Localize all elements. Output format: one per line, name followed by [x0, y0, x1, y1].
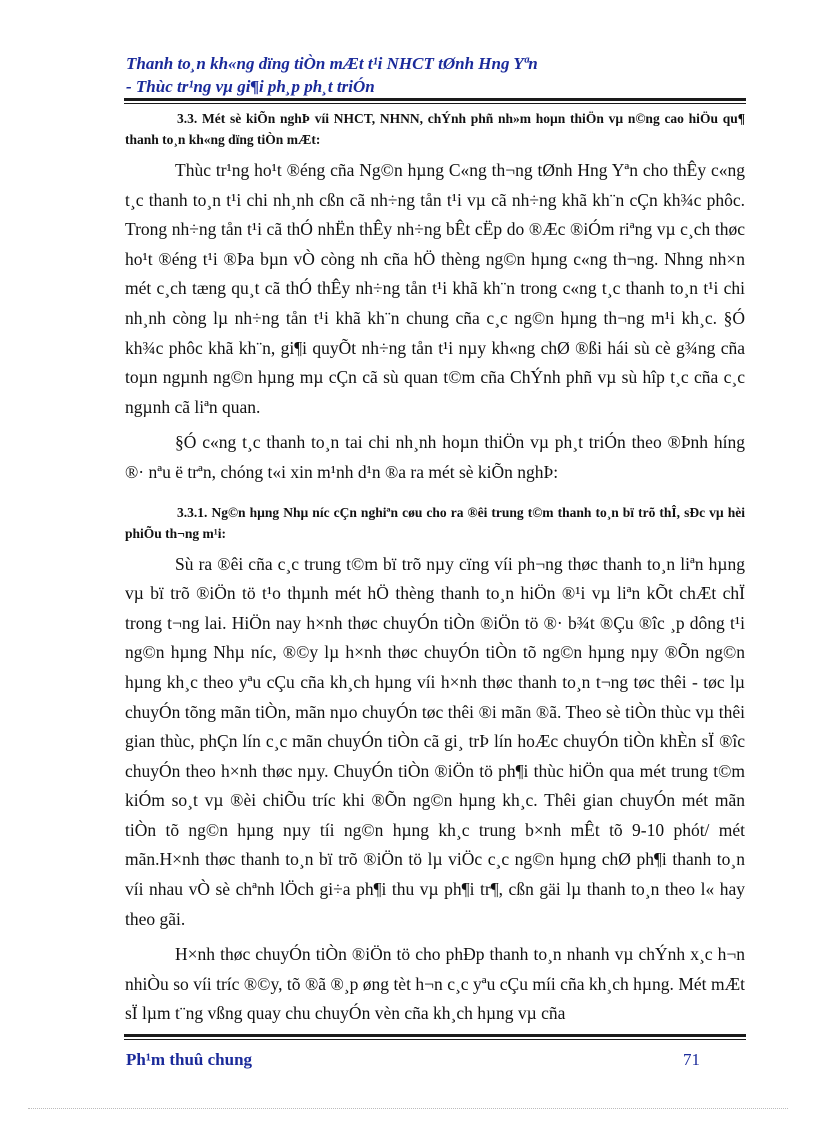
footer-author: Ph¹m thuû chung [126, 1050, 253, 1069]
sub-section-heading: 3.3.1. Ng©n hµng Nhµ níc cÇn nghiªn cøu cho ra ®êi trung t©m thanh to¸n bï trõ thÎ, sÐc vµ hèi phiÕu th¬ng m¹i: [125, 504, 745, 541]
page-number: 71 [683, 1050, 700, 1069]
paragraph-2: §Ó c«ng t¸c thanh to¸n tai chi nh¸nh hoµn thiÖn vµ ph¸t triÓn theo ®Þnh híng ®· nªu ë trªn, chóng t«i xin m¹nh d¹n ®a ra mét sè kiÕn nghÞ: [125, 432, 745, 482]
footer-rule-thick [124, 1034, 746, 1037]
header-rule-thin [124, 103, 746, 104]
header-title-line-2: - Thùc tr¹ng vµ gi¶i ph¸p ph¸t triÓn [126, 77, 375, 96]
paragraph-1: Thùc tr¹ng ho¹t ®éng cña Ng©n hµng C«ng th¬ng tØnh Hng Yªn cho thÊy c«ng t¸c thanh to¸n t¹i chi nh¸nh cßn cã nh÷ng tån t¹i vµ cã nh÷ng khã kh¨n cÇn kh¾c phôc. Trong nh÷ng tån t¹i cã thÓ nhËn thÊy nh÷ng bÊt cËp do ®Æc ®iÓm riªng vµ c¸ch thøc ho¹t ®éng t¹i ®Þa bµn vÒ còng nh cña hÖ thèng ng©n hµng c«ng th¬ng. Nhng nh×n mét c¸ch tæng qu¸t cã thÓ thÊy nh÷ng tån t¹i khã kh¨n trong c«ng t¸c thanh to¸n t¹i chi nh¸nh còng lµ nh÷ng tån t¹i khã kh¨n chung cña c¸c ng©n hµng th¬ng m¹i kh¸c. §Ó kh¾c phôc khã kh¨n, gi¶i quyÕt nh÷ng tån t¹i nµy kh«ng chØ ®ßi hái sù cè g¾ng cña toµn ngµnh ng©n hµng mµ cÇn cã sù quan t©m cña ChÝnh phñ vµ sù hîp t¸c cña c¸c ngµnh cã liªn quan. [125, 160, 745, 417]
header-rule-thick [124, 98, 746, 101]
paragraph-3: Sù ra ®êi cña c¸c trung t©m bï trõ nµy cïng víi ph¬ng thøc thanh to¸n liªn hµng vµ bï trõ ®iÖn tö t¹o thµnh mét hÖ thèng thanh to¸n hiÖn ®¹i vµ liªn kÕt chÆt chÏ trong t¬ng lai. HiÖn nay h×nh thøc chuyÓn tiÒn ®iÖn tö ®· b¾t ®Çu ®îc ¸p dông t¹i ng©n hµng Nhµ níc, ®©y lµ h×nh thøc chuyÓn tiÒn tõ ng©n hµng nµy ®Õn ng©n hµng kh¸c theo yªu cÇu cña kh¸ch hµng víi h×nh thøc thanh to¸n t¬ng tøc thêi - tøc lµ chuyÓn tõng mãn tiÒn, mãn nµo chuyÓn tøc thêi ®i mãn ®ã. Theo sè tiÒn thùc vµ thêi gian thùc, phÇn lín c¸c mãn chuyÓn tiÒn cã gi¸ trÞ lín hoÆc chuyÓn tiÒn khÈn sÏ ®îc chuyÓn theo h×nh thøc nµy. ChuyÓn tiÒn ®iÖn tö ph¶i thùc hiÖn qua mét trung t©m kiÓm so¸t vµ ®èi chiÕu tríc khi ®Õn ng©n hµng kh¸c. Thêi gian chuyÓn mét mãn tiÒn tõ ng©n hµng nµy tíi ng©n hµng kh¸c trung b×nh mÊt tõ 9-10 phót/ mét mãn.H×nh thøc thanh to¸n bï trõ ®iÖn tö lµ viÖc c¸c ng©n hµng chØ ph¶i thanh to¸n víi nhau vÒ sè chªnh lÖch gi÷a ph¶i thu vµ ph¶i tr¶, cßn gäi lµ thanh to¸n theo l« hay theo gãi. [125, 553, 745, 929]
footer-rule-thin [124, 1039, 746, 1040]
page-header [126, 52, 746, 98]
page-body [125, 108, 745, 1029]
paragraph-4: H×nh thøc chuyÓn tiÒn ®iÖn tö cho phÐp thanh to¸n nhanh vµ chÝnh x¸c h¬n nhiÒu so víi tríc ®©y, tõ ®ã ®¸p øng tèt h¬n c¸c yªu cÇu míi cña kh¸ch hµng. Mét mÆt sÏ lµm t¨ng vßng quay chu chuyÓn vèn cña kh¸ch hµng vµ cña [125, 944, 745, 1024]
header-title-line-1: Thanh to¸n kh«ng dïng tiÒn mÆt t¹i NHCT tØnh Hng Yªn [126, 54, 538, 73]
section-heading: 3.3. Mét sè kiÕn nghÞ víi NHCT, NHNN, chÝnh phñ nh»m hoµn thiÖn vµ n©ng cao hiÖu qu¶ thanh to¸n kh«ng dïng tiÒn mÆt: [125, 111, 745, 147]
page-bottom-edge [28, 1108, 788, 1109]
